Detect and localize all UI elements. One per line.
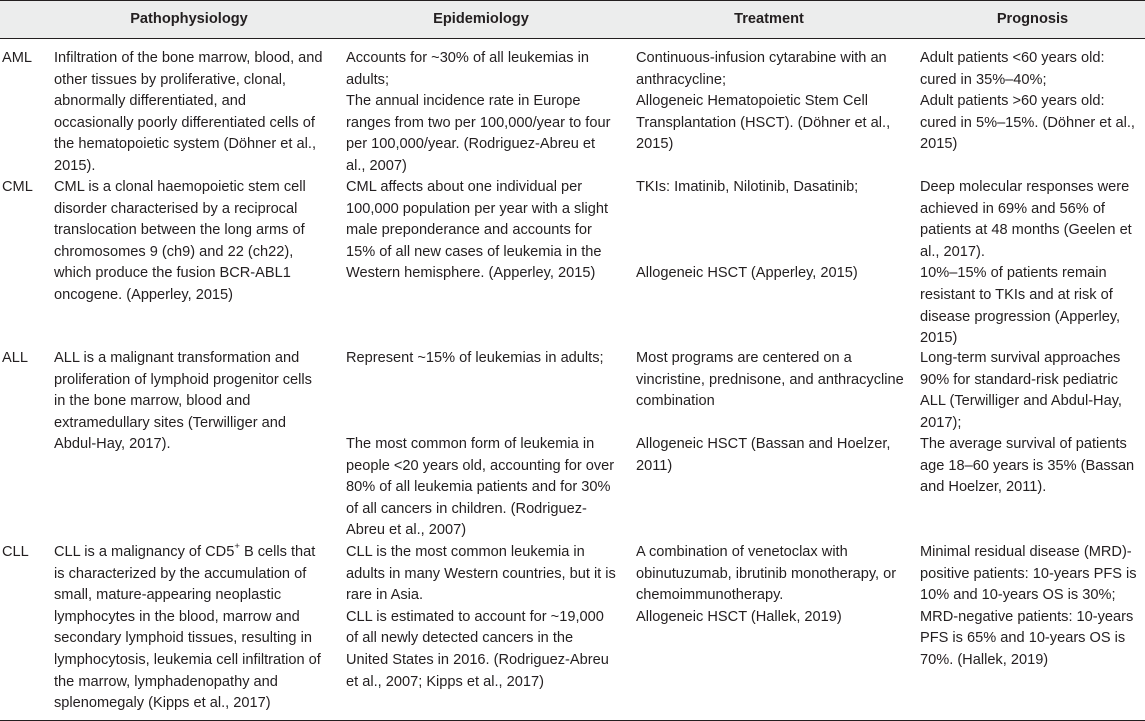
cll-epidemiology-2: CLL is estimated to account for ~19,000 of all newly detected cancers in the United States in 2016. (Rodriguez-Abreu et al., 2007; Kipps et al., 2017) [346, 608, 609, 690]
aml-treatment-1: Continuous-infusion cytarabine with an anthracycline; [636, 50, 887, 88]
cll-prognosis [920, 542, 1142, 672]
all-treatment-1: Most programs are centered on a vincristine, prednisone, and anthracycline combination [636, 350, 904, 410]
aml-prognosis-1: Adult patients <60 years old: cured in 35%–40%; [920, 50, 1105, 88]
table-top-rule [0, 0, 1145, 1]
cml-pathophysiology: CML is a clonal haemopoietic stem cell disorder characterised by a reciprocal translocation between the long arms of chromosomes 9 (ch9) and 22 (ch22), which produce the fusion BCR-ABL1 oncogene. (Apperley, 2015) [54, 179, 306, 303]
all-epidemiology-1: Represent ~15% of leukemias in adults; [346, 350, 604, 366]
cml-prognosis-2: 10%–15% of patients remain resistant to TKIs and at risk of disease progression (Apperley, 2015) [920, 265, 1121, 347]
cml-epidemiology: CML affects about one individual per 100,000 population per year with a slight male preponderance and accounts for 15% of all new cases of leukemia in the Western hemisphere. (Apperley, 2015) [346, 179, 609, 282]
aml-prognosis-2: Adult patients >60 years old: cured in 5%–15%. (Döhner et al., 2015) [920, 93, 1135, 153]
all-treatment-2: Allogeneic HSCT (Bassan and Hoelzer, 2011) [636, 436, 891, 474]
header-treatment: Treatment [734, 11, 804, 27]
cll-treatment-2: Allogeneic HSCT (Hallek, 2019) [636, 608, 842, 625]
cml-prognosis-1: Deep molecular responses were achieved in 69% and 56% of patients at 48 months (Geelen et al., 2017). [920, 179, 1132, 260]
aml-treatment-2: Allogeneic Hematopoietic Stem Cell Transplantation (HSCT). (Döhner et al., 2015) [636, 93, 891, 153]
all-prognosis-1: Long-term survival approaches 90% for standard-risk pediatric ALL (Terwilliger and Abdul-Hay, 2017); [920, 350, 1122, 431]
aml-treatment [636, 48, 904, 156]
header-epidemiology: Epidemiology [433, 11, 529, 27]
cll-pathophysiology [54, 542, 326, 715]
aml-epidemiology-2: The annual incidence rate in Europe ranges from two per 100,000/year to four per 100,000/year. (Rodriguez-Abreu et al., 2007) [346, 93, 611, 174]
cml-treatment-2: Allogeneic HSCT (Apperley, 2015) [636, 265, 858, 281]
cll-prognosis-1: Minimal residual disease (MRD)-positive patients: 10-years PFS is 10% and 10-years OS is 30%; [920, 544, 1137, 604]
cll-epidemiology [346, 542, 618, 693]
cll-pathophysiology-part-2: B cells that is characterized by the accumulation of small, mature-appearing neoplastic lymphocytes in the blood, marrow and secondary lymphoid tissues, resulting in lymphocytosis, leukemia cell infiltration of the marrow, lymphadenopathy and splenomegaly (Kipps et al., 2017) [54, 544, 321, 712]
aml-epidemiology-1: Accounts for ~30% of all leukemias in adults; [346, 50, 589, 88]
cml-treatment-1: TKIs: Imatinib, Nilotinib, Dasatinib; [636, 179, 859, 195]
table-header-rule [0, 38, 1145, 39]
cll-pathophysiology-superscript: + [234, 541, 240, 553]
header-prognosis: Prognosis [996, 11, 1069, 27]
cll-treatment-1: A combination of venetoclax with obinutuzumab, ibrutinib monotherapy, or chemoimmunotherapy. [636, 544, 897, 604]
row-label-cll: CLL [2, 544, 29, 560]
aml-prognosis [920, 48, 1142, 156]
header-pathophysiology: Pathophysiology [130, 11, 248, 27]
row-label-all: ALL [2, 350, 28, 366]
aml-epidemiology [346, 48, 618, 178]
all-epidemiology-2: The most common form of leukemia in people <20 years old, accounting for over 80% of all leukemia patients and for 30% of all cancers in children. (Rodriguez-Abreu et al., 2007) [346, 436, 615, 539]
aml-pathophysiology: Infiltration of the bone marrow, blood, and other tissues by proliferative, clonal, abnormally differentiated, and occasionally poorly differentiated cells of the hematopoietic system (Döhner et al., 2015). [54, 50, 323, 174]
cml-prognosis [920, 177, 1142, 350]
cll-pathophysiology-part-1: CLL is a malignancy of CD5 [54, 544, 235, 560]
row-label-aml: AML [2, 50, 33, 66]
row-label-cml: CML [2, 179, 33, 195]
all-pathophysiology: ALL is a malignant transformation and proliferation of lymphoid progenitor cells in the bone marrow, blood and extramedullary sites (Terwilliger and Abdul-Hay, 2017). [54, 350, 312, 453]
all-prognosis-2: The average survival of patients age 18–60 years is 35% (Bassan and Hoelzer, 2011). [920, 436, 1135, 496]
cll-treatment [636, 542, 904, 628]
cll-epidemiology-1: CLL is the most common leukemia in adults in many Western countries, but it is rare in Asia. [346, 544, 616, 604]
cll-prognosis-2: MRD-negative patients: 10-years PFS is 65% and 10-years OS is 70%. (Hallek, 2019) [920, 608, 1134, 668]
